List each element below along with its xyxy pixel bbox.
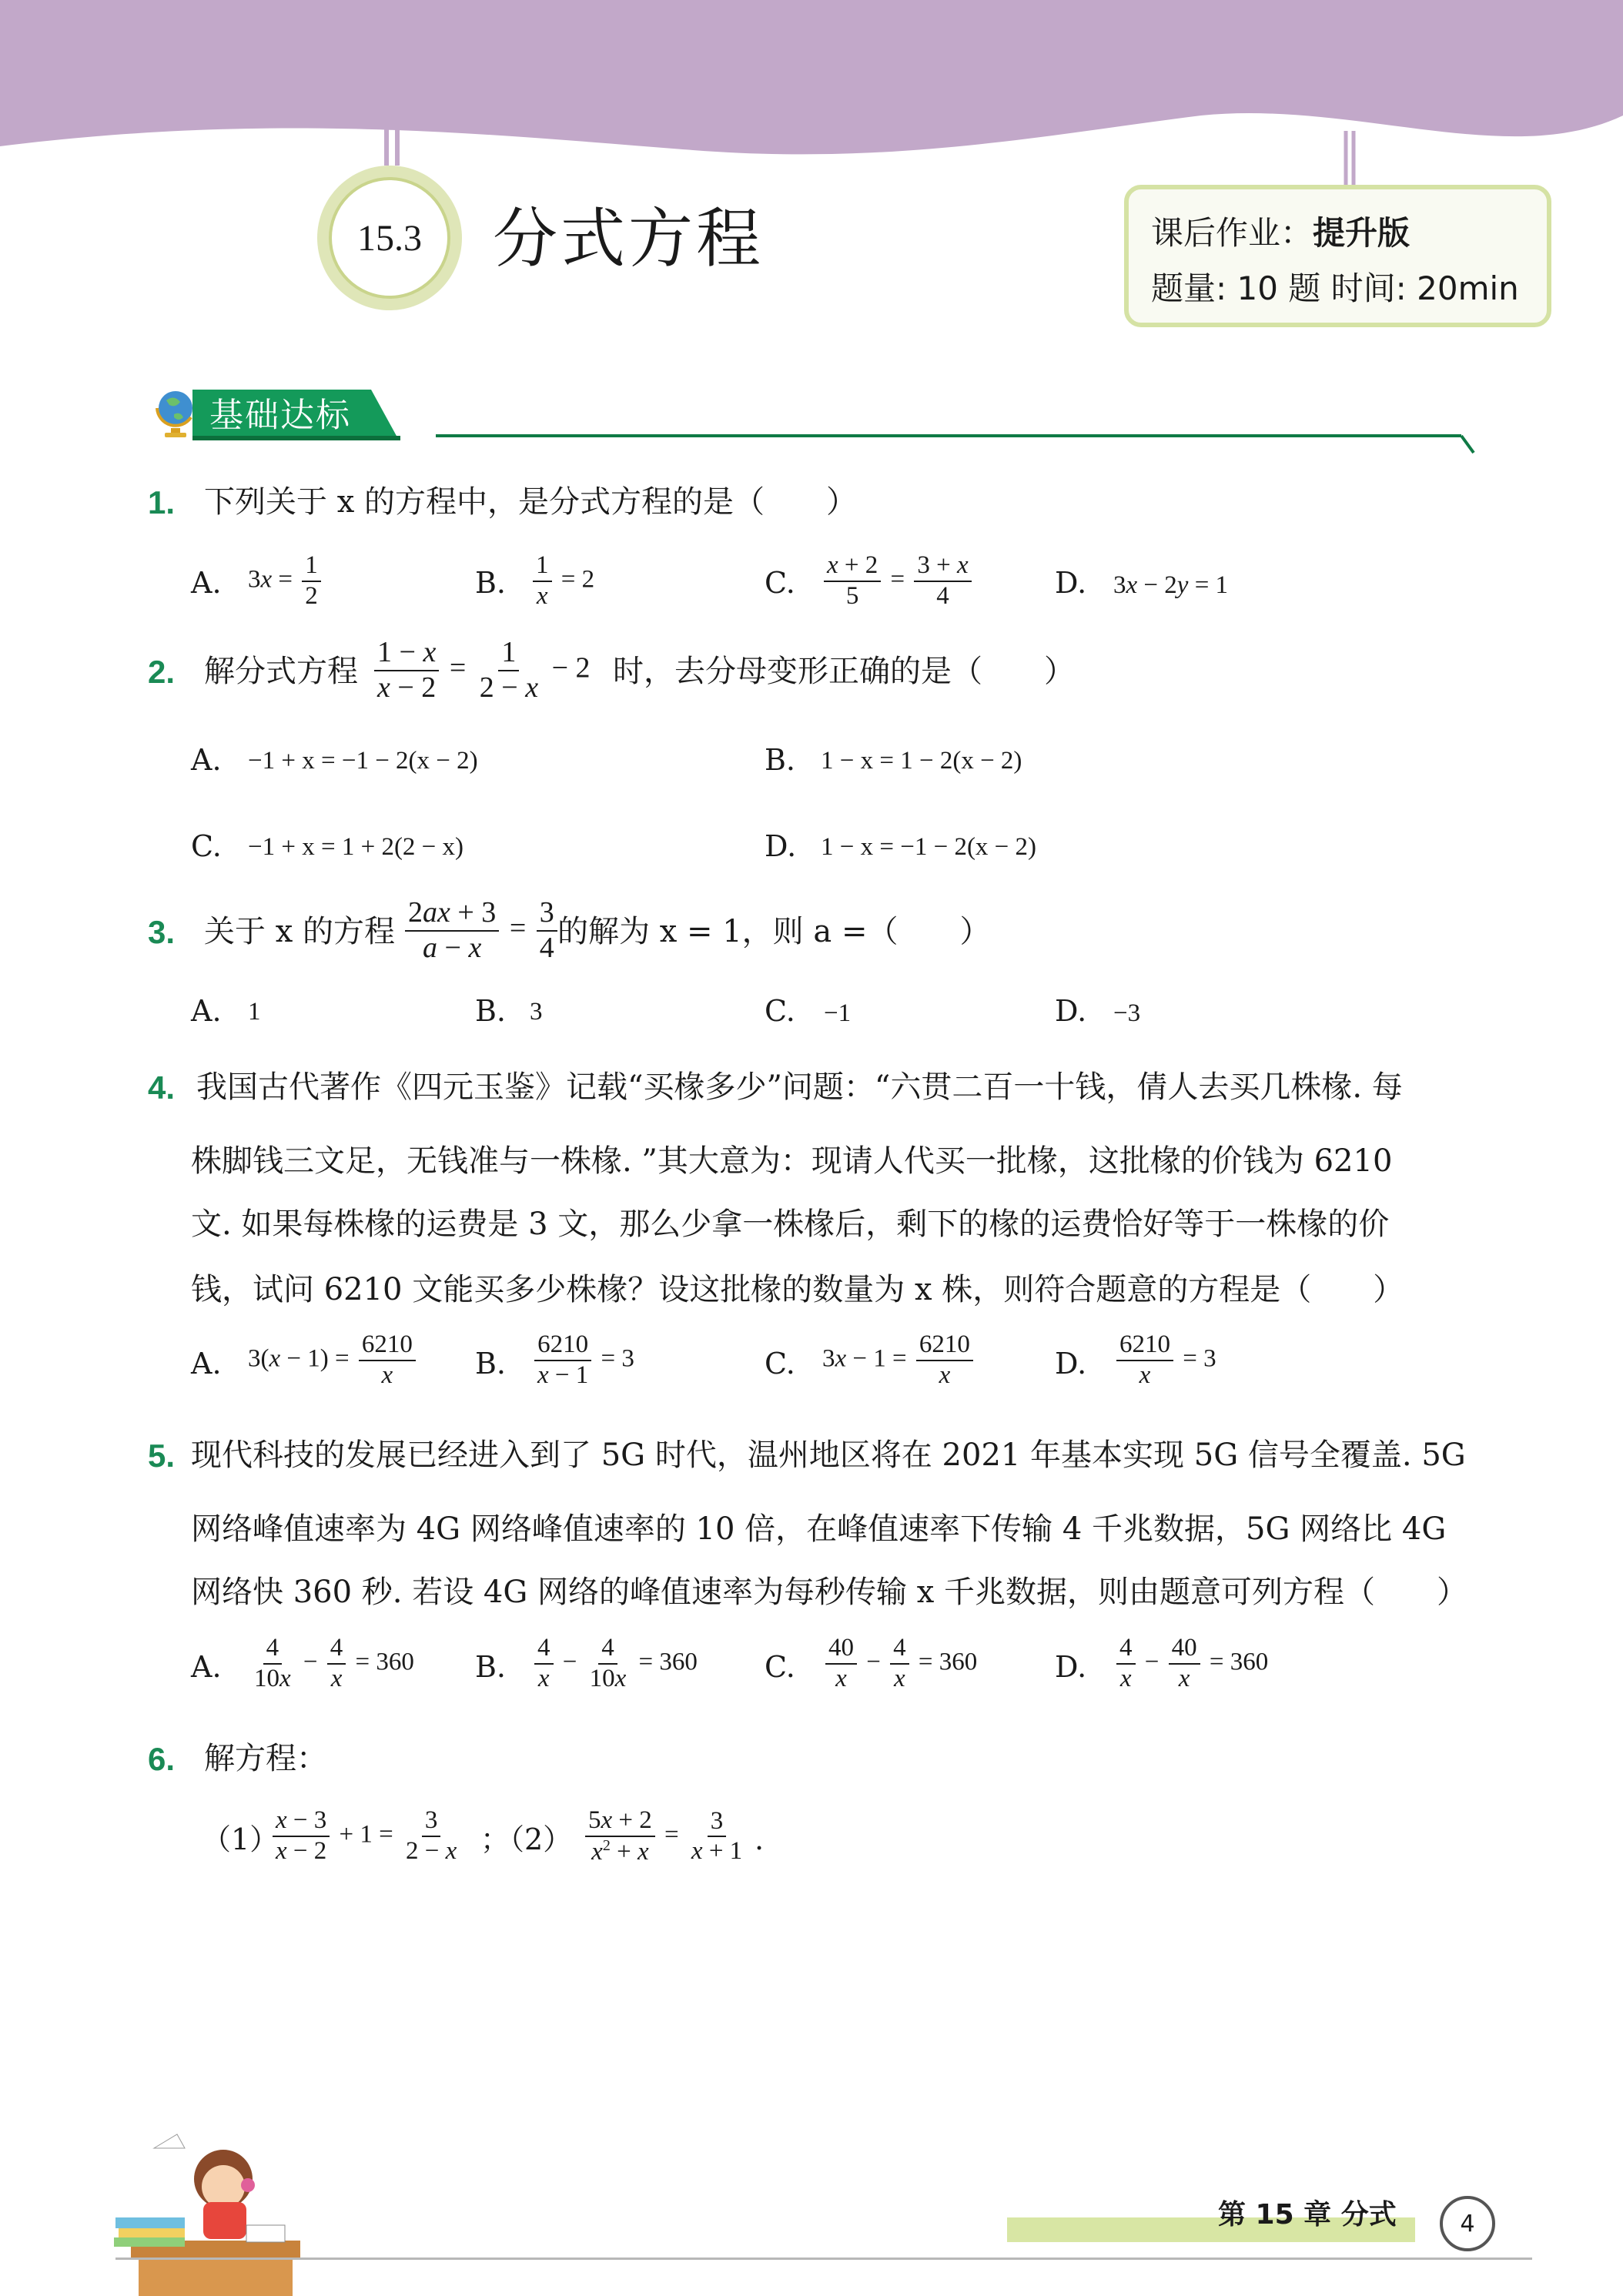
homework-level: 提升版 xyxy=(1313,214,1411,252)
question-number: 6. xyxy=(148,1741,176,1777)
question-line: 现代科技的发展已经进入到了 5G 时代，温州地区将在 2021 年基本实现 5G 信号全覆盖. 5G xyxy=(191,1438,1466,1473)
part-label: ；（2） xyxy=(480,1822,573,1856)
option-expression: 3x − 2y = 1 xyxy=(1113,571,1229,599)
part-equation: $\frac{x - 3}{x - 2}$ + 1 = $\frac{3}{2 - x}$ xyxy=(269,1806,463,1866)
part-label: （1） xyxy=(202,1822,279,1856)
question-text-after: 的解为 x = 1，则 a =（ ） xyxy=(557,914,991,949)
option-expression: −1 + x = 1 + 2(2 − x) xyxy=(248,833,464,861)
option-label: A. xyxy=(191,1650,222,1684)
option-label: A. xyxy=(191,1347,222,1381)
question-equation: $\frac{2ax + 3}{a - x}$ = $\frac{3}{4}$ xyxy=(402,896,561,965)
page-number: 4 xyxy=(1440,2196,1495,2251)
option-label: D. xyxy=(1055,566,1087,600)
question-text: 下列关于 x 的方程中，是分式方程的是（ ） xyxy=(204,484,857,520)
option-label: B. xyxy=(765,743,796,777)
question-line: 网络快 360 秒. 若设 4G 网络的峰值速率为每秒传输 x 千兆数据，则由题意可列方程（ ） xyxy=(191,1575,1468,1610)
option-label: B. xyxy=(475,1650,507,1684)
part-equation: $\frac{5x + 2}{x^2 + x}$ = $\frac{3}{x + 1}$ xyxy=(582,1806,748,1867)
option-label: B. xyxy=(475,994,507,1028)
page-title: 分式方程 xyxy=(493,201,765,276)
lesson-number: 15.3 xyxy=(329,177,450,299)
question-line: 文. 如果每株椽的运费是 3 文，那么少拿一株椽后，剩下的椽的运费恰好等于一株椽的价 xyxy=(191,1207,1390,1242)
option-expression: $\frac{4}{x}$ − $\frac{40}{x}$ = 360 xyxy=(1113,1634,1268,1694)
option-label: D. xyxy=(1055,1347,1087,1381)
question-number: 1. xyxy=(148,484,176,520)
option-expression: −3 xyxy=(1113,999,1141,1027)
option-label: C. xyxy=(765,566,795,600)
option-label: D. xyxy=(765,829,797,863)
question-number: 2. xyxy=(148,654,176,690)
question-line: 钱，试问 6210 文能买多少株椽？设这批椽的数量为 x 株，则符合题意的方程是（ ） xyxy=(191,1272,1404,1307)
question-text-before: 关于 x 的方程 xyxy=(204,914,395,949)
option-expression: $\frac{4}{x}$ − $\frac{4}{10x}$ = 360 xyxy=(531,1634,698,1694)
section-divider xyxy=(431,431,1478,457)
question-text-before: 解分式方程 xyxy=(204,654,358,689)
option-expression: $\frac{x + 2}{5}$ = $\frac{3 + x}{4}$ xyxy=(821,551,975,611)
option-expression: 1 − x = −1 − 2(x − 2) xyxy=(821,833,1037,861)
homework-quantity: 题量: 10 题 时间: 20min xyxy=(1151,269,1519,307)
header-banner xyxy=(0,0,1623,185)
option-expression: 3(x − 1) = $\frac{6210}{x}$ xyxy=(248,1330,419,1391)
option-expression: −1 + x = −1 − 2(x − 2) xyxy=(248,747,478,775)
option-label: C. xyxy=(765,1650,795,1684)
student-illustration xyxy=(108,2125,316,2296)
option-label: A. xyxy=(191,566,222,600)
homework-label: 课后作业：提升版 xyxy=(1151,214,1411,252)
option-expression: 1 xyxy=(248,998,261,1026)
question-text-after: 时，去分母变形正确的是（ ） xyxy=(613,654,1075,689)
question-number: 3. xyxy=(148,914,176,950)
option-label: C. xyxy=(765,1347,795,1381)
globe-icon xyxy=(151,385,197,440)
chapter-label: 第 15 章 分式 xyxy=(1218,2199,1397,2231)
question-text: 解方程： xyxy=(204,1741,327,1776)
question-line: 我国古代著作《四元玉鉴》记载“买椽多少”问题：“六贯二百一十钱，倩人去买几株椽. 每 xyxy=(196,1069,1403,1105)
part-end: . xyxy=(755,1822,765,1856)
question-line: 株脚钱三文足，无钱准与一株椽. ”其大意为：现请人代买一批椽，这批椽的价钱为 6210 xyxy=(191,1143,1393,1179)
option-expression: $\frac{6210}{x - 1}$ = 3 xyxy=(531,1330,634,1391)
option-label: C. xyxy=(191,829,222,863)
question-number: 5. xyxy=(148,1438,176,1474)
option-expression: $\frac{1}{x}$ = 2 xyxy=(530,551,594,611)
option-label: A. xyxy=(191,743,222,777)
question-line: 网络峰值速率为 4G 网络峰值速率的 10 倍，在峰值速率下传输 4 千兆数据，5G 网络比 4G xyxy=(191,1511,1447,1547)
option-label: B. xyxy=(475,566,507,600)
option-expression: 3x = $\frac{1}{2}$ xyxy=(248,551,324,611)
option-expression: $\frac{4}{10x}$ − $\frac{4}{x}$ = 360 xyxy=(254,1634,414,1692)
lesson-number-badge xyxy=(317,166,462,310)
option-expression: $\frac{6210}{x}$ = 3 xyxy=(1113,1330,1216,1391)
option-expression: $\frac{40}{x}$ − $\frac{4}{x}$ = 360 xyxy=(822,1634,977,1694)
option-label: D. xyxy=(1055,994,1087,1028)
footer-line xyxy=(115,2258,1532,2260)
option-expression: 1 − x = 1 − 2(x − 2) xyxy=(821,747,1022,775)
option-expression: 3x − 1 = $\frac{6210}{x}$ xyxy=(822,1330,976,1391)
question-equation: $\frac{1 - x}{x - 2}$ = $\frac{1}{2 - x}$ − 2 xyxy=(371,636,591,705)
section-title: 基础达标 xyxy=(209,396,351,435)
option-expression: 3 xyxy=(530,998,543,1026)
option-label: B. xyxy=(475,1347,507,1381)
option-label: C. xyxy=(765,994,795,1028)
option-expression: −1 xyxy=(824,999,852,1027)
option-label: A. xyxy=(191,994,222,1028)
option-label: D. xyxy=(1055,1650,1087,1684)
question-number: 4. xyxy=(148,1069,176,1106)
